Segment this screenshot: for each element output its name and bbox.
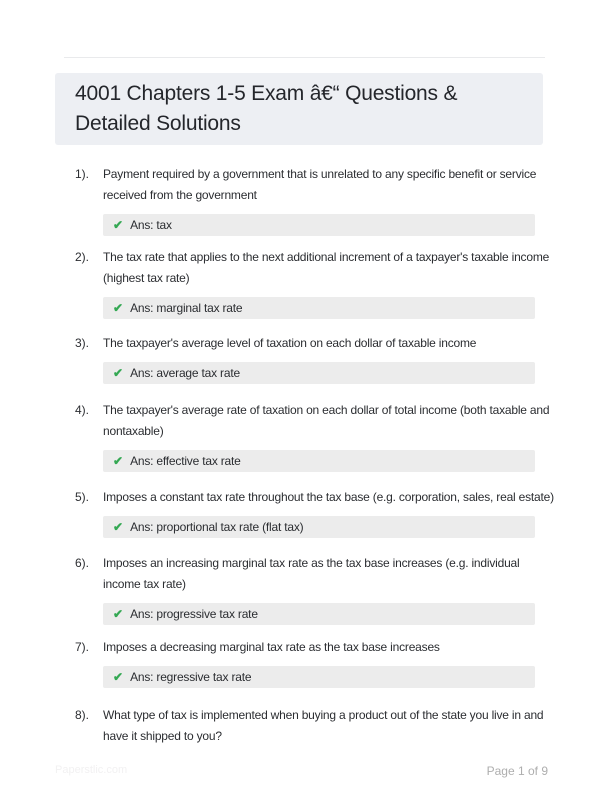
answer-text: Ans: tax: [130, 218, 172, 232]
question-block-4: [75, 400, 555, 472]
answer-box: [103, 516, 535, 538]
page-number-label: Page 1 of 9: [486, 764, 548, 778]
question-block-7: [75, 637, 555, 688]
question-block-1: [75, 164, 555, 236]
question-number: 8).: [75, 708, 90, 722]
question-block-2: [75, 247, 555, 319]
question-block-5: [75, 487, 555, 538]
question-text: Imposes an increasing marginal tax rate as the tax base increases (e.g. individual income tax rate): [103, 556, 520, 591]
answer-text: Ans: progressive tax rate: [130, 607, 258, 621]
top-divider: [64, 57, 545, 58]
title-box: [55, 73, 543, 145]
question-text: Payment required by a government that is unrelated to any specific benefit or service received from the government: [103, 167, 537, 202]
question-text: The taxpayer's average level of taxation on each dollar of taxable income: [103, 336, 477, 350]
question-block-8: [75, 705, 555, 747]
check-icon: ✔: [113, 366, 124, 380]
question-text: The tax rate that applies to the next additional increment of a taxpayer's taxable income (highest tax rate): [103, 250, 550, 285]
answer-box: [103, 603, 535, 625]
check-icon: ✔: [113, 520, 124, 534]
answer-text: Ans: regressive tax rate: [130, 670, 252, 684]
question-text: Imposes a decreasing marginal tax rate as the tax base increases: [103, 640, 440, 654]
question-text: Imposes a constant tax rate throughout the tax base (e.g. corporation, sales, real estate): [103, 490, 554, 504]
question-number: 1).: [75, 167, 90, 181]
question-text: What type of tax is implemented when buying a product out of the state you live in and have it shipped to you?: [103, 708, 544, 743]
answer-text: Ans: average tax rate: [130, 366, 240, 380]
answer-box: [103, 214, 535, 236]
question-number: 6).: [75, 556, 90, 570]
question-text: The taxpayer's average rate of taxation on each dollar of total income (both taxable and nontaxable): [103, 403, 550, 438]
check-icon: ✔: [113, 218, 124, 232]
answer-text: Ans: marginal tax rate: [130, 301, 243, 315]
page-title: 4001 Chapters 1-5 Exam â€“ Questions & Detailed Solutions: [75, 82, 458, 135]
check-icon: ✔: [113, 301, 124, 315]
check-icon: ✔: [113, 454, 124, 468]
watermark-text: Paperstlic.com: [55, 764, 128, 776]
answer-text: Ans: effective tax rate: [130, 454, 241, 468]
question-block-3: [75, 333, 555, 384]
answer-box: [103, 362, 535, 384]
question-number: 7).: [75, 640, 90, 654]
question-number: 2).: [75, 250, 90, 264]
question-block-6: [75, 553, 555, 625]
answer-box: [103, 666, 535, 688]
answer-box: [103, 450, 535, 472]
answer-box: [103, 297, 535, 319]
answer-text: Ans: proportional tax rate (flat tax): [130, 520, 304, 534]
check-icon: ✔: [113, 670, 124, 684]
check-icon: ✔: [113, 607, 124, 621]
question-number: 4).: [75, 403, 90, 417]
question-number: 3).: [75, 336, 90, 350]
question-number: 5).: [75, 490, 90, 504]
